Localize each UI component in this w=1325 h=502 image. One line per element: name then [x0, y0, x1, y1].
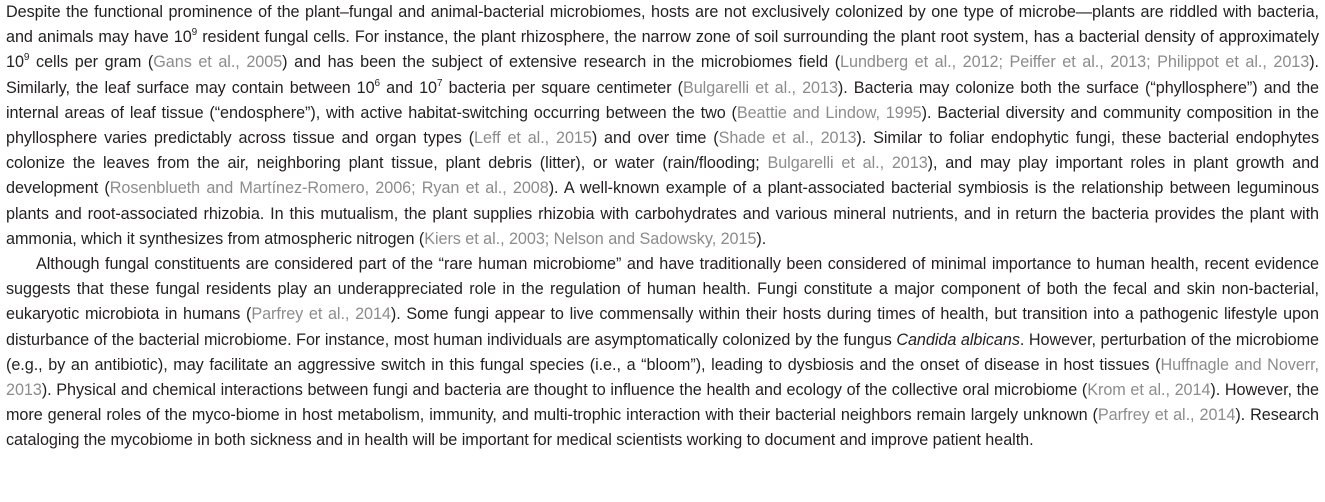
body-text: Although fungal constituents are considered part of the “rare human microbiome” and have traditionally been considered of minimal importance to human health, recent evidence suggests that these fungal residents play an underappreciated role in the regulation of human health. Fungi constitute a major component of both the fecal and skin non-bacterial, eukaryotic microbiota in humans ( — [6, 255, 1319, 324]
body-text: ). A well-known example of a plant-associated bacterial symbiosis is the relationship between leguminous plants and root-associated rhizobia. In this mutualism, the plant supplies rhizobia with carbohydrates and various mineral nutrients, and in return the bacteria provides the plant with ammonia, which it synthesizes from atmospheric nitrogen ( — [6, 179, 1319, 248]
citation-link[interactable]: Bulgarelli et al., 2013 — [682, 78, 838, 97]
body-text: ), and may play important roles in plant growth and development ( — [6, 154, 1320, 198]
superscript-exponent: 9 — [23, 52, 30, 64]
body-text: ). Physical and chemical interactions between fungi and bacteria are thought to influence the health and ecology of the collective oral microbiome ( — [41, 381, 1088, 400]
citation-link[interactable]: Beattie and Lindow, 1995 — [736, 103, 922, 122]
citation-link[interactable]: Parfrey et al., 2014 — [1097, 406, 1236, 425]
superscript-exponent: 9 — [191, 27, 198, 39]
citation-link[interactable]: Kiers et al., 2003; Nelson and Sadowsky, 2015 — [424, 229, 757, 248]
body-text: bacteria per square centimeter ( — [442, 78, 683, 97]
citation-link[interactable]: Parfrey et al., 2014 — [251, 305, 391, 324]
body-text: ) and over time ( — [591, 129, 719, 148]
body-text: ). Similarly, the leaf surface may contain between 10 — [6, 53, 1319, 97]
body-text: ). However, the more general roles of the myco-biome in host metabolism, immunity, and multi-trophic interaction with their bacterial neighbors remain largely unknown ( — [6, 381, 1320, 425]
paragraph-human-mycobiome — [6, 252, 1319, 454]
body-text: ). — [756, 229, 767, 248]
citation-link[interactable]: Huffnagle and Noverr, 2013 — [6, 355, 1320, 400]
body-text: ). Bacterial diversity and community composition in the phyllosphere varies predictably across tissue and organ types ( — [6, 103, 1320, 148]
body-text: ). Similar to foliar endophytic fungi, these bacterial endophytes colonize the leaves from the air, neighboring plant tissue, plant debris (litter), or water (rain/flooding; — [6, 129, 1319, 173]
body-text: cells per gram ( — [29, 53, 154, 72]
citation-link[interactable]: Leff et al., 2015 — [474, 129, 592, 148]
citation-link[interactable]: Rosenblueth and Martínez-Romero, 2006; Ryan et al., 2008 — [109, 179, 549, 198]
body-text: resident fungal cells. For instance, the plant rhizosphere, the narrow zone of soil surrounding the plant root system, has a bacterial density of approximately 10 — [6, 28, 1319, 72]
citation-link[interactable]: Shade et al., 2013 — [718, 129, 857, 148]
paragraph-plant-bacteria — [6, 0, 1319, 252]
citation-link[interactable]: Bulgarelli et al., 2013 — [767, 154, 928, 173]
body-text: Despite the functional prominence of the plant–fungal and animal-bacterial microbiomes, hosts are not exclusively colonized by one type of microbe—plants are riddled with bacteria, and animals may have 10 — [6, 3, 1319, 47]
superscript-exponent: 7 — [437, 77, 443, 89]
body-text: ). Research cataloging the mycobiome in both sickness and in health will be important for medical scientists working to document and improve patient health. — [6, 406, 1319, 450]
citation-link[interactable]: Krom et al., 2014 — [1087, 381, 1211, 400]
superscript-exponent: 6 — [374, 77, 381, 89]
body-text: ) and has been the subject of extensive research in the microbiomes field ( — [282, 53, 841, 72]
body-text: ). Some fungi appear to live commensally within their hosts during times of health, but transition into a pathogenic lifestyle upon disturbance of the bacterial microbiome. For instance, most human individuals are asymptomatically colonized by the fungus — [6, 305, 1319, 349]
citation-link[interactable]: Gans et al., 2005 — [153, 53, 283, 72]
body-text: and 10 — [380, 78, 437, 97]
body-text: . However, perturbation of the microbiome (e.g., by an antibiotic), may facilitate an aggressive switch in this fungal species (i.e., a “bloom”), leading to dysbiosis and the onset of disease in host tissues ( — [6, 330, 1320, 374]
citation-link[interactable]: Lundberg et al., 2012; Peiffer et al., 2013; Philippot et al., 2013 — [840, 53, 1310, 72]
body-text: ). Bacteria may colonize both the surface (“phyllosphere”) and the internal areas of leaf tissue (“endosphere”), with active habitat-switching occurring between the two ( — [6, 78, 1319, 122]
italic-species-name: Candida albicans — [896, 330, 1020, 349]
